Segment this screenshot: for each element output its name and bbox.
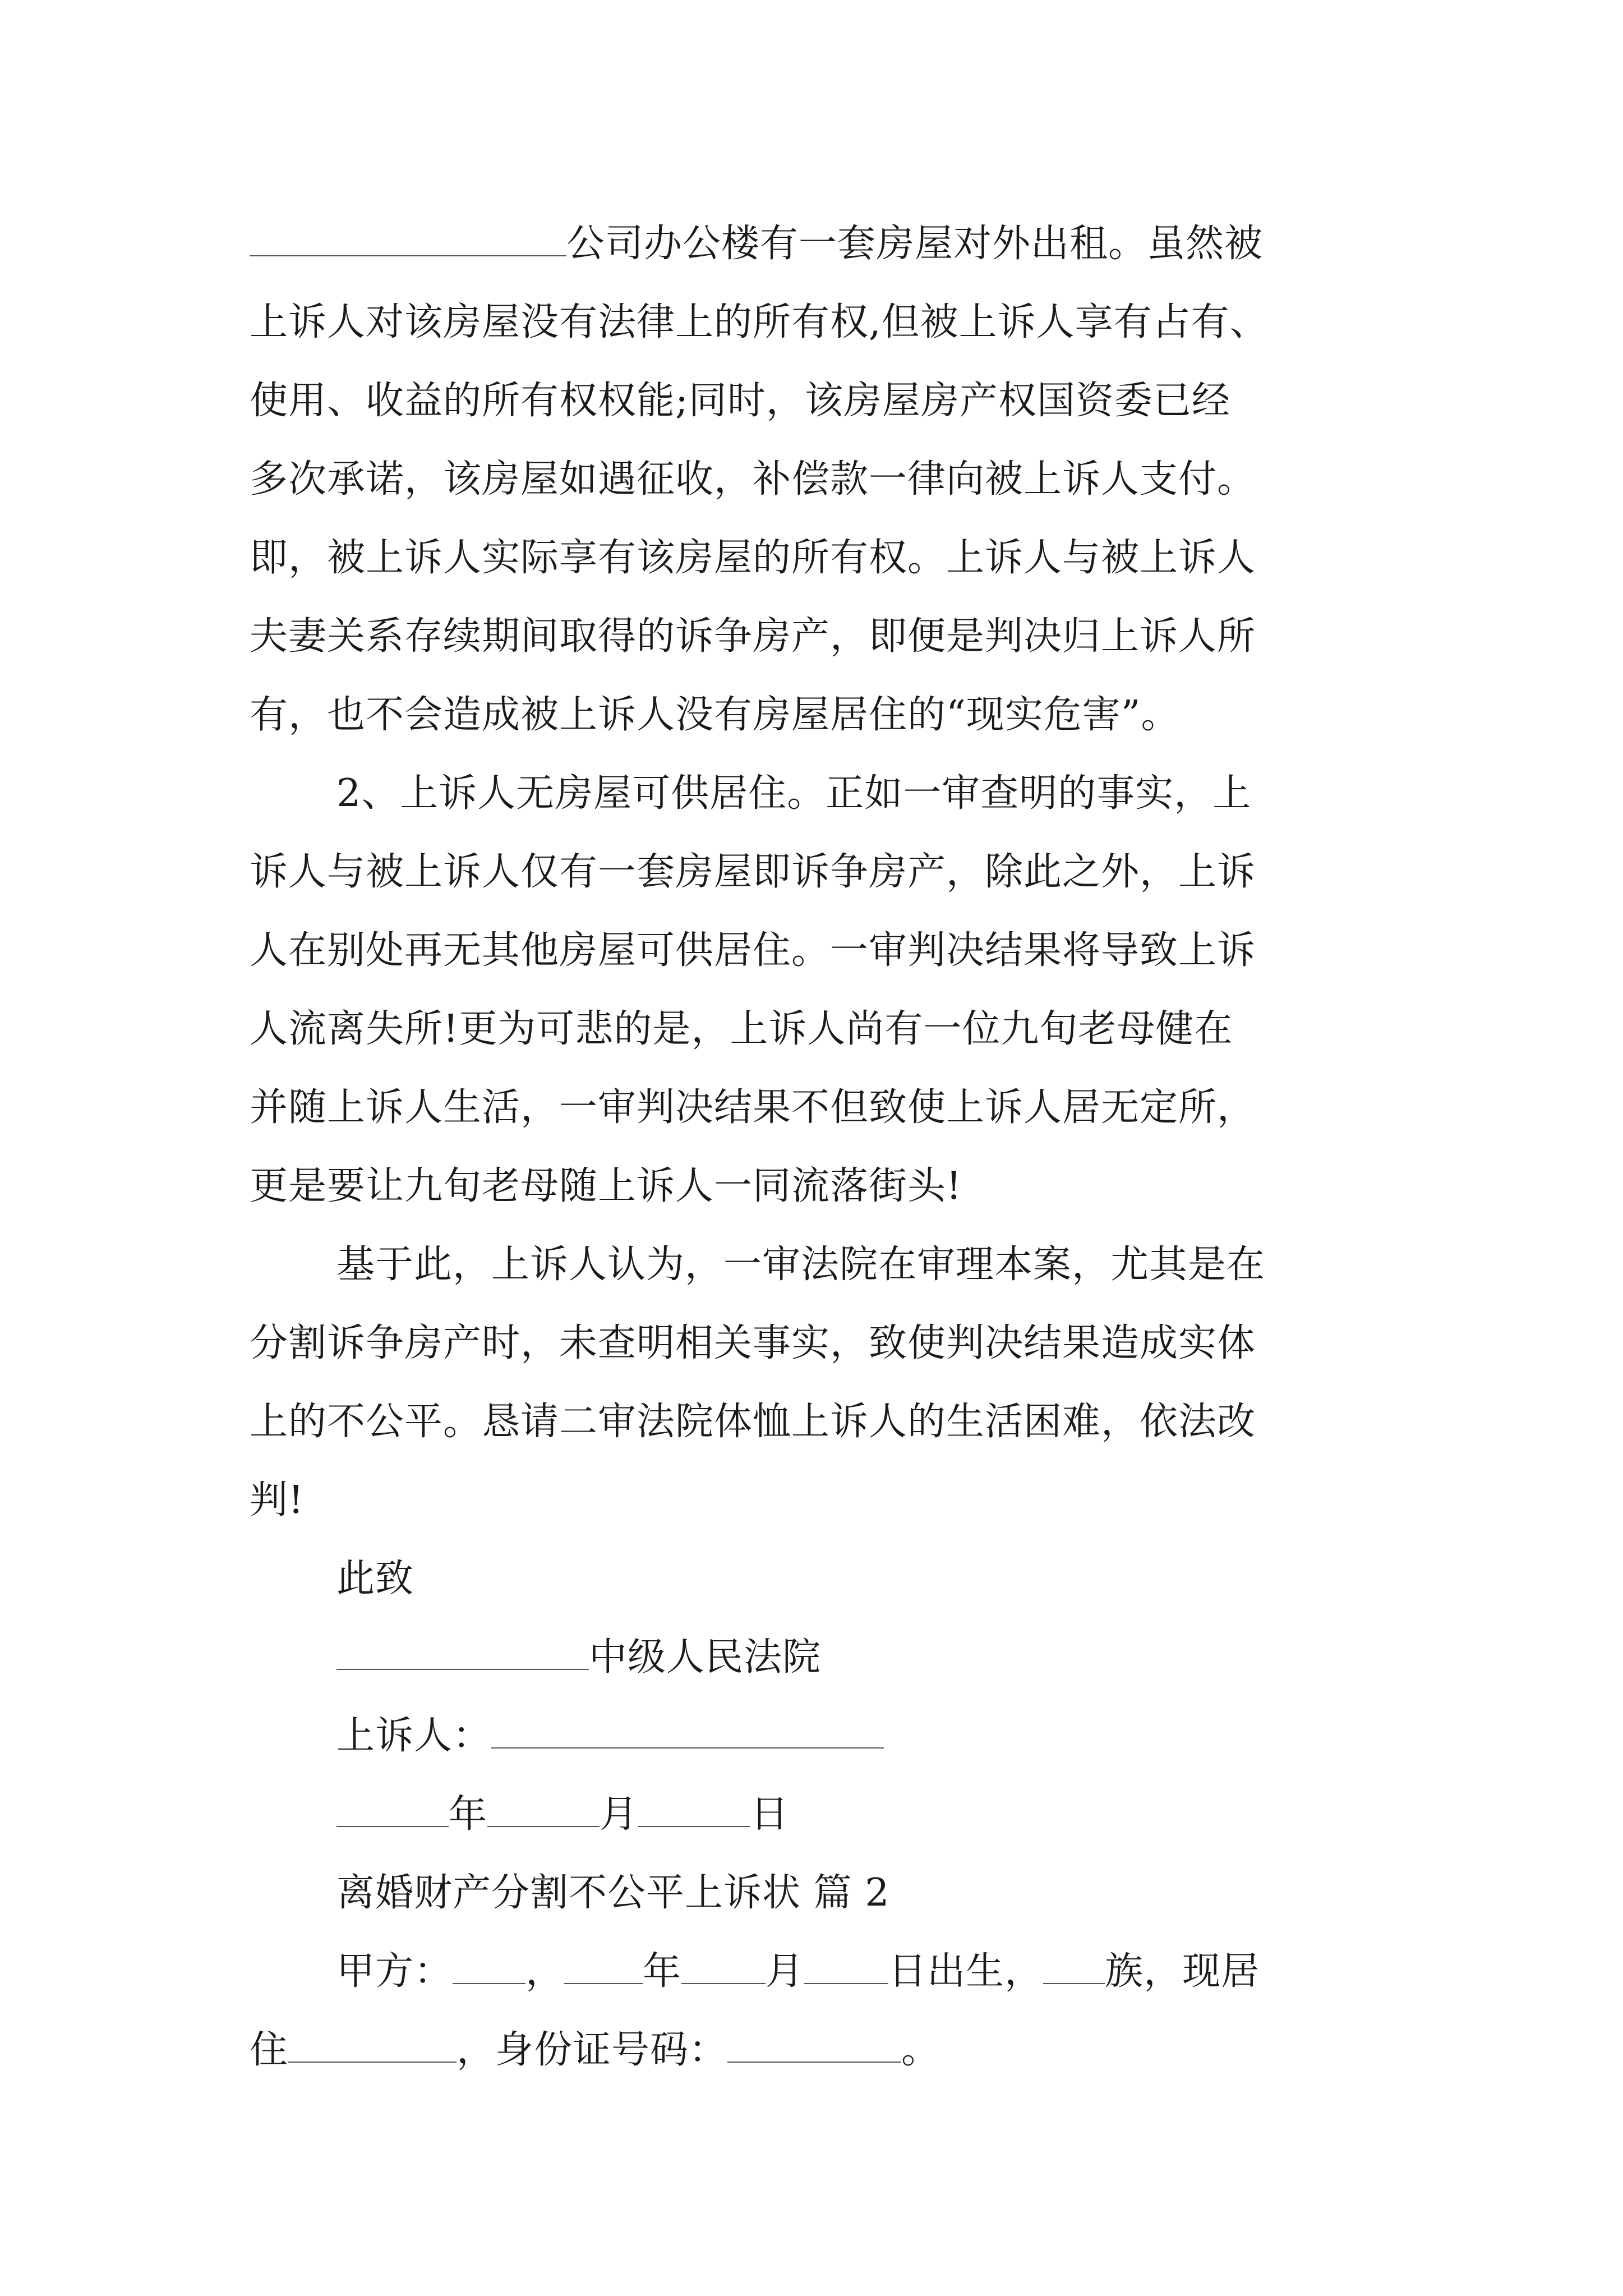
birth-year-label: 年 (643, 1949, 682, 1994)
blank-birth-month (681, 1952, 766, 1984)
period: 。 (901, 2028, 940, 2072)
day-label: 日 (750, 1792, 790, 1837)
blank-birth-year (564, 1952, 643, 1984)
party-a-label: 甲方： (336, 1949, 453, 1994)
residence-label: 住 (250, 2028, 289, 2072)
paragraph-1-line-7: 有，也不会造成被上诉人没有房屋居住的“现实危害”。 (250, 693, 1180, 737)
appellant-label: 上诉人： (336, 1714, 492, 1758)
paragraph-3-line-3: 上的不公平。恳请二审法院体恤上诉人的生活困难，依法改 (250, 1400, 1256, 1444)
blank-id-number (727, 2030, 901, 2063)
paragraph-2-line-4: 人流离失所!更为可悲的是，上诉人尚有一位九旬老母健在 (250, 1007, 1233, 1051)
blank-birth-day (804, 1952, 888, 1984)
party-a-line-1 (336, 1949, 1260, 1994)
blank-company-name (250, 224, 566, 256)
paragraph-2-line-5: 并随上诉人生活，一审判决结果不但致使上诉人居无定所， (250, 1085, 1256, 1130)
birth-month-label: 月 (766, 1949, 805, 1994)
ethnicity-label: 族，现居 (1105, 1949, 1260, 1994)
year-label: 年 (449, 1792, 488, 1837)
comma: ， (525, 1949, 565, 1994)
text-segment: 公司办公楼有一套房屋对外出租。虽然被 (566, 222, 1264, 266)
paragraph-2-line-3: 人在别处再无其他房屋可供居住。一审判决结果将导致上诉 (250, 928, 1256, 973)
blank-appellant-name (491, 1716, 884, 1749)
blank-ethnicity (1043, 1952, 1105, 1984)
blank-residence (288, 2030, 457, 2063)
paragraph-3-line-4: 判! (250, 1478, 305, 1522)
blank-month (487, 1795, 600, 1827)
date-line (336, 1792, 789, 1837)
paragraph-1-line-3: 使用、收益的所有权权能;同时，该房屋房产权国资委已经 (250, 379, 1230, 423)
paragraph-2-line-6: 更是要让九旬老母随上诉人一同流落街头! (250, 1164, 962, 1208)
paragraph-1-line-4: 多次承诺，该房屋如遇征收，补偿款一律向被上诉人支付。 (250, 457, 1256, 501)
section-2-title: 离婚财产分割不公平上诉状 篇 2 (336, 1871, 890, 1915)
blank-day (638, 1795, 750, 1827)
paragraph-3-line-1: 基于此，上诉人认为，一审法院在审理本案，尤其是在 (336, 1243, 1266, 1287)
id-number-label: ，身份证号码： (457, 2028, 728, 2072)
blank-court-city (336, 1637, 589, 1670)
appellant-line (336, 1714, 884, 1759)
paragraph-2-line-2: 诉人与被上诉人仅有一套房屋即诉争房产，除此之外，上诉 (250, 850, 1256, 894)
birth-day-label: 日出生， (888, 1949, 1044, 1994)
court-line (336, 1635, 821, 1680)
salutation: 此致 (336, 1557, 414, 1601)
blank-party-a-name (453, 1952, 525, 1984)
paragraph-2-line-1: 2、上诉人无房屋可供居住。正如一审查明的事实，上 (336, 771, 1252, 816)
month-label: 月 (600, 1792, 639, 1837)
paragraph-1-line-1 (250, 222, 1263, 266)
paragraph-1-line-5: 即，被上诉人实际享有该房屋的所有权。上诉人与被上诉人 (250, 536, 1256, 580)
paragraph-1-line-2: 上诉人对该房屋没有法律上的所有权,但被上诉人享有占有、 (250, 300, 1269, 344)
paragraph-3-line-2: 分割诉争房产时，未查明相关事实，致使判决结果造成实体 (250, 1321, 1256, 1365)
party-a-line-2 (250, 2028, 940, 2073)
court-name: 中级人民法院 (589, 1635, 822, 1680)
blank-year (336, 1795, 449, 1827)
paragraph-1-line-6: 夫妻关系存续期间取得的诉争房产，即便是判决归上诉人所 (250, 614, 1256, 659)
